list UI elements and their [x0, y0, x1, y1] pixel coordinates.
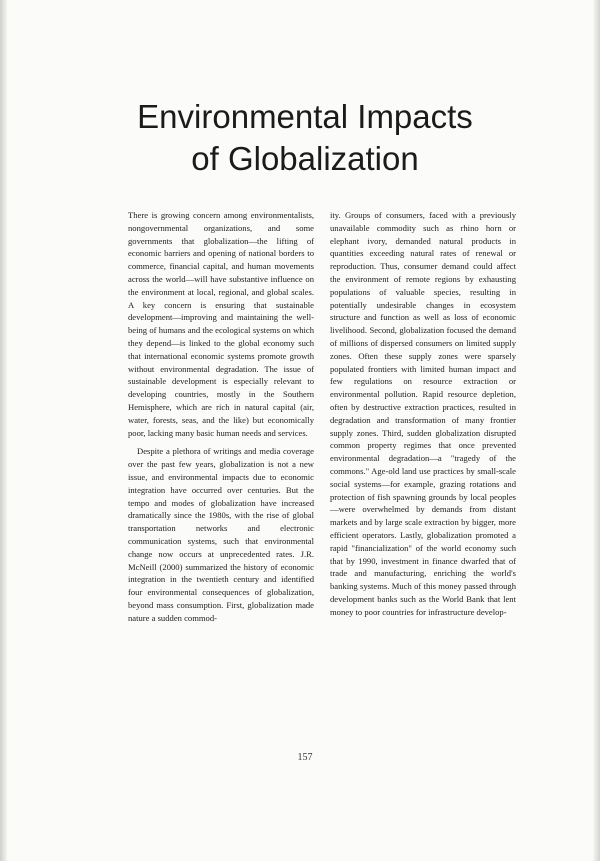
page-number: 157 [297, 752, 313, 763]
scan-shadow-left [0, 0, 7, 861]
article-title [100, 96, 510, 180]
title-line-1: Environmental Impacts [137, 98, 473, 135]
left-column [128, 209, 314, 625]
paragraph-intro: There is growing concern among environmentalists, nongovernmental organizations, and some governments that globalization—the lifting of economic barriers and opening of national borders to commerce, financial capital, and human movements across the world—will have substantive influence on the environment at local, regional, and global scales. A key concern is ensuring that sustainable development—improving and maintaining the well-being of humans and the ecological systems on which they depend—is linked to the global economy such that international economic systems promote growth without environmental degradation. The issue of sustainable development is especially relevant to developing countries, mostly in the Southern Hemisphere, which are rich in natural capital (air, water, forests, seas, and the like) but economically poor, lacking many basic human needs and services. [128, 210, 314, 438]
title-line-2: of Globalization [191, 140, 419, 177]
right-column [330, 209, 516, 619]
paragraph-history: Despite a plethora of writings and media coverage over the past few years, globalization is not a new issue, and environmental impacts due to economic integration have occurred over centuries. But the tempo and modes of globalization have increased dramatically since the 1980s, with the rise of global transportation networks and electronic communication systems, such that environmental change now occurs at unprecedented rates. J.R. McNeill (2000) summarized the history of economic integration in the twentieth century and identified four environmental consequences of globalization, beyond mass consumption. First, globalization made nature a sudden commod- [128, 446, 314, 623]
scan-shadow-right [593, 0, 600, 861]
paragraph-consequences: ity. Groups of consumers, faced with a previously unavailable commodity such as rhino horn or elephant ivory, demanded natural products in quantities exceeding natural rates of renewal or reproduction. Thus, consumer demand could affect the environment of remote regions by exhausting populations of valuable species, resulting in potentially undesirable changes in ecosystem structure and function as well as loss of economic livelihood. Second, globalization focused the demand of millions of dispersed consumers on limited supply zones. Often these supply zones were sparsely populated frontiers with limited human impact and few regulations on resource extraction or environmental pollution. Rapid resource depletion, often by destructive extraction practices, resulted in degradation and transformation of many frontier supply zones. Third, sudden globalization disrupted common property regimes that once prevented environmental degradation—a "tragedy of the commons." Age-old land use practices by small-scale social systems—for example, grazing rotations and protection of fish spawning grounds by local peoples—were overwhelmed by demands from distant markets and by large scale extraction by bigger, more efficient operators. Lastly, globalization promoted a rapid "financialization" of the world economy such that by 1990, investment in finance dwarfed that of trade and manufacturing, enriching the world's banking systems. Much of this money passed through development banks such as the World Bank that lent money to poor countries for infrastructure develop- [330, 210, 516, 617]
